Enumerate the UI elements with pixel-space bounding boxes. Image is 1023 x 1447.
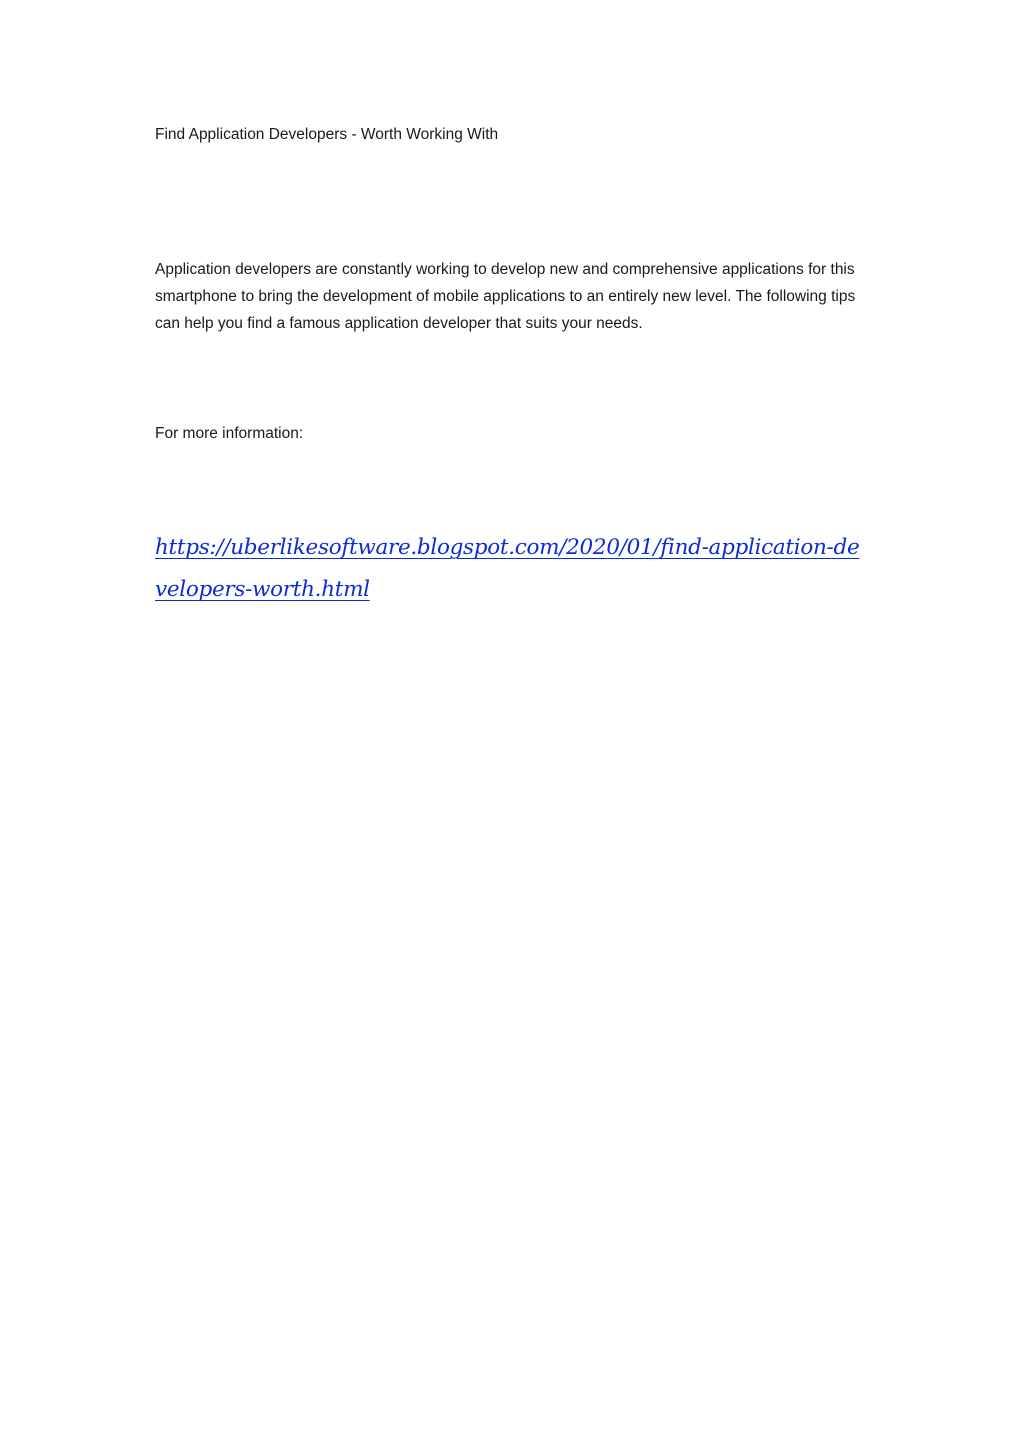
source-link[interactable]: https://uberlikesoftware.blogspot.com/2020/01/find-application-developers-worth.html: [155, 535, 860, 602]
body-paragraph: Application developers are constantly working to develop new and comprehensive applications for this smartphone to bring the development of mobile applications to an entirely new level. The following tips can help you find a famous application developer that suits your needs.: [155, 261, 856, 332]
info-label: For more information:: [155, 425, 304, 442]
document-title: Find Application Developers - Worth Working With: [155, 126, 499, 143]
